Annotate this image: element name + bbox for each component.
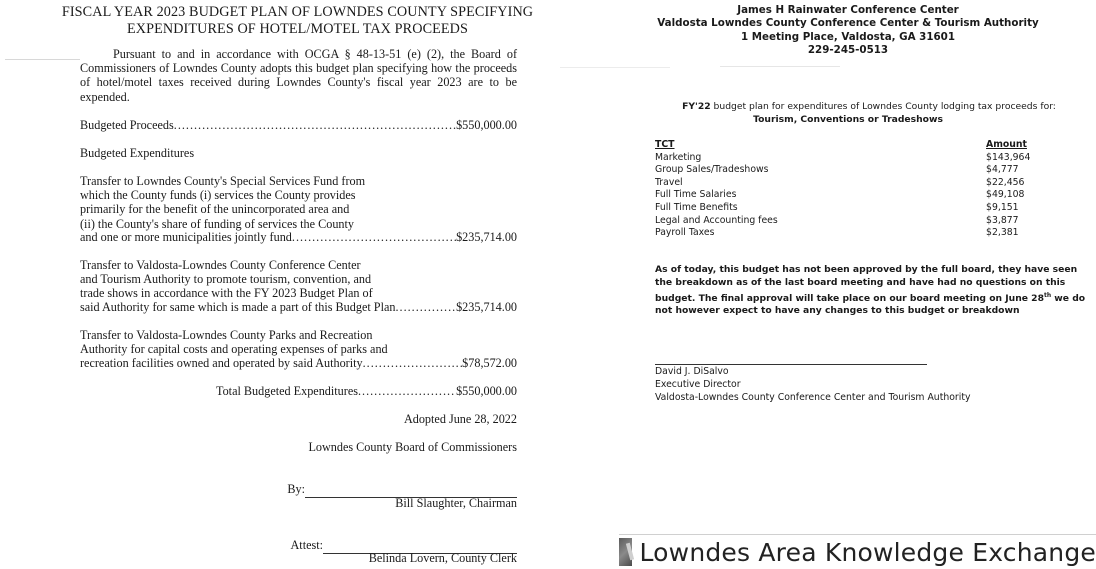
intro-paragraph: Pursuant to and in accordance with OCGA § 48-13-51 (e) (2), the Board of Commissioners of Lowndes County adopts this budget plan specifying how the proceeds of hotel/motel taxes received during Lowndes County's fiscal year 2023 are to be expended. [80,47,517,104]
budgeted-proceeds-label: Budgeted Proceeds [80,118,174,132]
letterhead-line-1: James H Rainwater Conference Center [737,4,959,16]
expenditure-last-line: and one or more municipalities jointly fund [80,230,292,244]
attest-label: Attest: [290,538,323,552]
row-item: Legal and Accounting fees [655,214,778,226]
total-label: Total Budgeted Expenditures [216,384,358,398]
row-item: Group Sales/Tradeshows [655,164,769,176]
budgeted-expenditures-heading: Budgeted Expenditures [80,146,195,160]
expenditure-2-total-line [80,300,517,314]
table-row [655,215,1055,228]
expenditure-text-line: Transfer to Valdosta-Lowndes County Parks and Recreation [80,328,373,342]
scan-artifact-line [720,66,840,67]
fiscal-year-label: FY'22 [682,101,711,112]
expenditure-text-line: Transfer to Lowndes County's Special Services Fund from [80,174,366,188]
letterhead [600,4,1096,58]
chairman-name: Bill Slaughter, Chairman [395,496,517,510]
conference-center-budget-page [600,0,1096,568]
expenditure-text-line: (ii) the County's share of funding of services the County [80,216,354,231]
table-row [655,227,1055,240]
row-item: Marketing [655,151,702,163]
table-row [655,202,1055,215]
letterhead-address: 1 Meeting Place, Valdosta, GA 31601 [741,30,955,43]
total-amount: $550,000.00 [456,384,517,398]
expenditure-last-line: said Authority for same which is made a part of this Budget Plan [80,300,396,314]
row-amount: $22,456 [986,176,1025,188]
row-item: Payroll Taxes [655,227,715,239]
column-header-tct: TCT [655,139,675,150]
brand-name: Lowndes Area Knowledge Exchange [639,537,1096,567]
budgeted-proceeds-line [80,118,517,132]
expenditure-text-line: trade shows in accordance with the FY 2023 Budget Plan of [80,286,373,301]
document-title [60,4,535,37]
budgeted-proceeds-amount: $550,000.00 [456,118,517,132]
county-budget-plan-page [0,0,540,568]
clerk-name: Belinda Lovern, County Clerk [368,551,517,565]
leader-dots [174,118,456,132]
note-text: As of today, this budget has not been approved by the full board, they have seen the breakdown as of the last board meeting and have had no questions on this budget. The final approval will take place on our board meeting on June 28 [655,264,1078,304]
expenditure-item-3 [80,328,517,356]
expenditure-item-2 [80,258,517,301]
row-item: Travel [655,176,683,188]
approval-note [655,264,1095,318]
signature-line [655,364,927,365]
budget-intro [578,101,1096,127]
expenditure-1-amount: $235,714.00 [456,230,517,244]
leader-dots [358,384,456,398]
letterhead-line-2: Valdosta Lowndes County Conference Center & Tourism Authority [657,17,1039,30]
signer-name: David J. DiSalvo [655,366,729,377]
table-row [655,152,1055,165]
row-amount: $143,964 [986,151,1031,163]
total-expenditures-line [216,384,517,398]
leader-dots [395,300,456,314]
expenditure-3-amount: $78,572.00 [462,356,517,370]
row-amount: $3,877 [986,214,1019,226]
note-superscript: th [1043,291,1052,299]
scan-artifact-line [560,67,670,68]
table-header-row [655,139,1055,152]
title-line-1: FISCAL YEAR 2023 BUDGET PLAN OF LOWNDES COUNTY SPECIFYING [61,4,534,20]
expenditure-text-line: Authority for capital costs and operating expenses of parks and [80,342,388,357]
row-amount: $2,381 [986,227,1019,239]
row-amount: $4,777 [986,164,1019,176]
intro-categories: Tourism, Conventions or Tradeshows [753,113,943,125]
expenditure-text-line: primarily for the benefit of the unincorporated area and [80,202,350,217]
expenditure-2-amount: $235,714.00 [456,300,517,314]
budget-table [655,139,1055,240]
table-row [655,177,1055,190]
note-text: we do not however expect to have any changes to this budget or breakdown [655,292,1086,317]
expenditure-text-line: and Tourism Authority to promote tourism, convention, and [80,272,372,287]
expenditure-last-line: recreation facilities owned and operated by said Authority [80,356,363,370]
scan-artifact-line [5,59,80,60]
table-row [655,189,1055,202]
lake-brand-banner[interactable] [619,534,1096,569]
row-amount: $49,108 [986,189,1025,201]
expenditure-text-line: Transfer to Valdosta-Lowndes County Conference Center [80,258,361,272]
intro-text: budget plan for expenditures of Lowndes County lodging tax proceeds for: [710,101,1056,112]
row-item: Full Time Salaries [655,189,737,201]
board-name: Lowndes County Board of Commissioners [308,440,517,454]
row-item: Full Time Benefits [655,201,738,213]
signature-block [655,366,970,404]
table-row [655,164,1055,177]
expenditure-item-1 [80,174,517,231]
expenditure-3-total-line [80,356,517,370]
leader-dots [363,356,463,370]
lake-logo-icon [619,538,632,566]
by-label: By: [287,482,305,496]
leader-dots [292,230,456,244]
expenditure-text-line: which the County funds (i) services the County provides [80,188,356,203]
column-header-amount: Amount [986,139,1027,150]
signer-title: Executive Director [655,378,741,390]
signer-organization: Valdosta-Lowndes County Conference Center and Tourism Authority [655,391,971,403]
expenditure-1-total-line [80,230,517,244]
row-amount: $9,151 [986,201,1019,213]
adopted-date: Adopted June 28, 2022 [403,412,517,426]
letterhead-phone: 229-245-0513 [807,44,889,57]
title-line-2: EXPENDITURES OF HOTEL/MOTEL TAX PROCEEDS [127,20,468,37]
